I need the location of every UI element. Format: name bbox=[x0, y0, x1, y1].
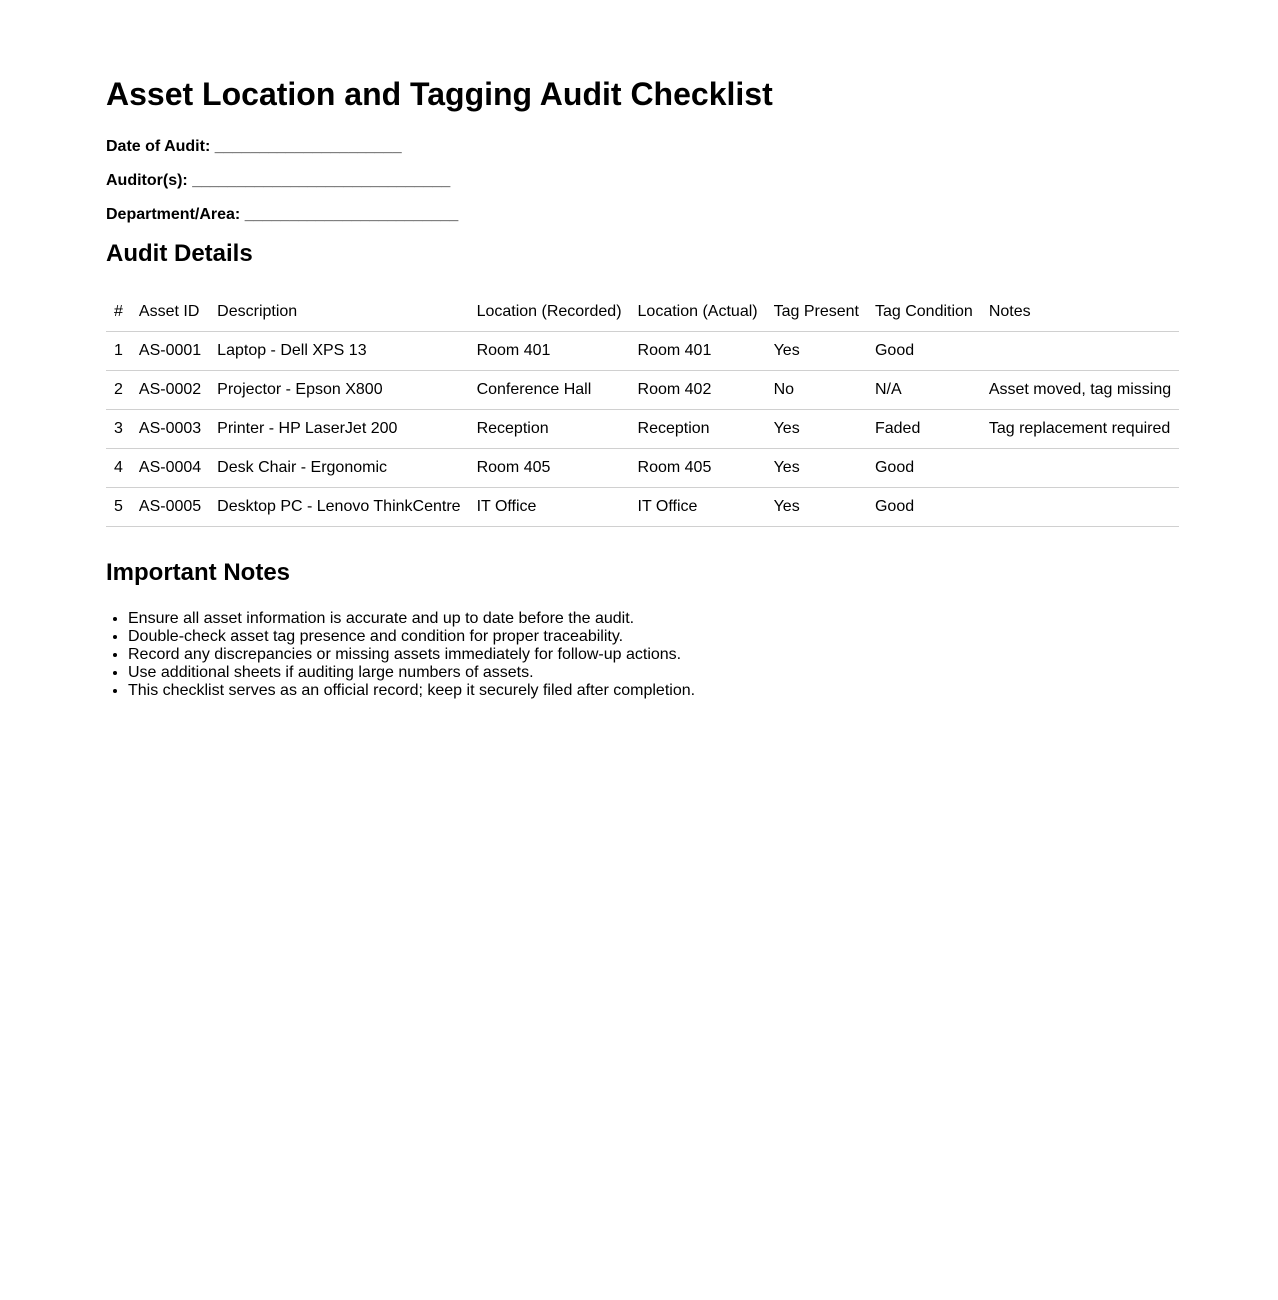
cell-location-recorded: Room 405 bbox=[469, 449, 630, 488]
document-title: Asset Location and Tagging Audit Checklist bbox=[106, 76, 773, 112]
list-item: • Record any discrepancies or missing assets immediately for follow-up actions. bbox=[128, 646, 1172, 664]
cell-location-actual: IT Office bbox=[630, 488, 766, 527]
column-header-notes: Notes bbox=[981, 293, 1179, 332]
cell-location-recorded: Room 401 bbox=[469, 332, 630, 371]
cell-notes: Tag replacement required bbox=[981, 410, 1179, 449]
list-item: • Use additional sheets if auditing large numbers of assets. bbox=[128, 664, 1172, 682]
cell-number: 4 bbox=[106, 449, 131, 488]
list-item: • Ensure all asset information is accurate and up to date before the audit. bbox=[128, 610, 1172, 628]
date-of-audit-field: Date of Audit: _____________________ bbox=[106, 138, 402, 155]
cell-location-recorded: Reception bbox=[469, 410, 630, 449]
cell-tag-present: Yes bbox=[766, 488, 867, 527]
cell-asset-id: AS-0001 bbox=[131, 332, 209, 371]
cell-tag-condition: Good bbox=[867, 488, 981, 527]
cell-number: 2 bbox=[106, 371, 131, 410]
cell-tag-condition: Good bbox=[867, 449, 981, 488]
column-header-description: Description bbox=[209, 293, 468, 332]
cell-location-recorded: Conference Hall bbox=[469, 371, 630, 410]
cell-notes bbox=[981, 488, 1179, 527]
cell-description: Projector - Epson X800 bbox=[209, 371, 468, 410]
cell-number: 5 bbox=[106, 488, 131, 527]
column-header-asset-id: Asset ID bbox=[131, 293, 209, 332]
cell-tag-present: No bbox=[766, 371, 867, 410]
column-header-tag-condition: Tag Condition bbox=[867, 293, 981, 332]
cell-tag-present: Yes bbox=[766, 449, 867, 488]
column-header-tag-present: Tag Present bbox=[766, 293, 867, 332]
cell-location-actual: Room 402 bbox=[630, 371, 766, 410]
audit-details-heading: Audit Details bbox=[106, 240, 253, 267]
cell-description: Desk Chair - Ergonomic bbox=[209, 449, 468, 488]
cell-location-recorded: IT Office bbox=[469, 488, 630, 527]
column-header-number: # bbox=[106, 293, 131, 332]
table-row bbox=[106, 332, 1179, 371]
table-row bbox=[106, 371, 1179, 410]
cell-number: 3 bbox=[106, 410, 131, 449]
column-header-location-actual: Location (Actual) bbox=[630, 293, 766, 332]
table-row bbox=[106, 410, 1179, 449]
important-notes-heading: Important Notes bbox=[106, 559, 291, 586]
cell-description: Laptop - Dell XPS 13 bbox=[209, 332, 468, 371]
cell-description: Desktop PC - Lenovo ThinkCentre bbox=[209, 488, 468, 527]
table-header-row bbox=[106, 293, 1179, 332]
cell-location-actual: Room 401 bbox=[630, 332, 766, 371]
cell-number: 1 bbox=[106, 332, 131, 371]
cell-asset-id: AS-0002 bbox=[131, 371, 209, 410]
cell-tag-condition: Good bbox=[867, 332, 981, 371]
cell-description: Printer - HP LaserJet 200 bbox=[209, 410, 468, 449]
cell-notes bbox=[981, 332, 1179, 371]
cell-notes bbox=[981, 449, 1179, 488]
cell-asset-id: AS-0003 bbox=[131, 410, 209, 449]
cell-asset-id: AS-0004 bbox=[131, 449, 209, 488]
department-area-field: Department/Area: ________________________ bbox=[106, 206, 459, 223]
cell-tag-condition: Faded bbox=[867, 410, 981, 449]
cell-tag-present: Yes bbox=[766, 332, 867, 371]
cell-tag-present: Yes bbox=[766, 410, 867, 449]
list-item: • Double-check asset tag presence and condition for proper traceability. bbox=[128, 628, 1172, 646]
table-row bbox=[106, 488, 1179, 527]
cell-asset-id: AS-0005 bbox=[131, 488, 209, 527]
list-item: • This checklist serves as an official record; keep it securely filed after completion. bbox=[128, 682, 1172, 700]
auditors-field: Auditor(s): _____________________________ bbox=[106, 172, 451, 189]
cell-location-actual: Reception bbox=[630, 410, 766, 449]
cell-location-actual: Room 405 bbox=[630, 449, 766, 488]
cell-notes: Asset moved, tag missing bbox=[981, 371, 1179, 410]
important-notes-list bbox=[106, 610, 1172, 700]
column-header-location-recorded: Location (Recorded) bbox=[469, 293, 630, 332]
table-row bbox=[106, 449, 1179, 488]
cell-tag-condition: N/A bbox=[867, 371, 981, 410]
audit-details-table bbox=[106, 293, 1179, 527]
